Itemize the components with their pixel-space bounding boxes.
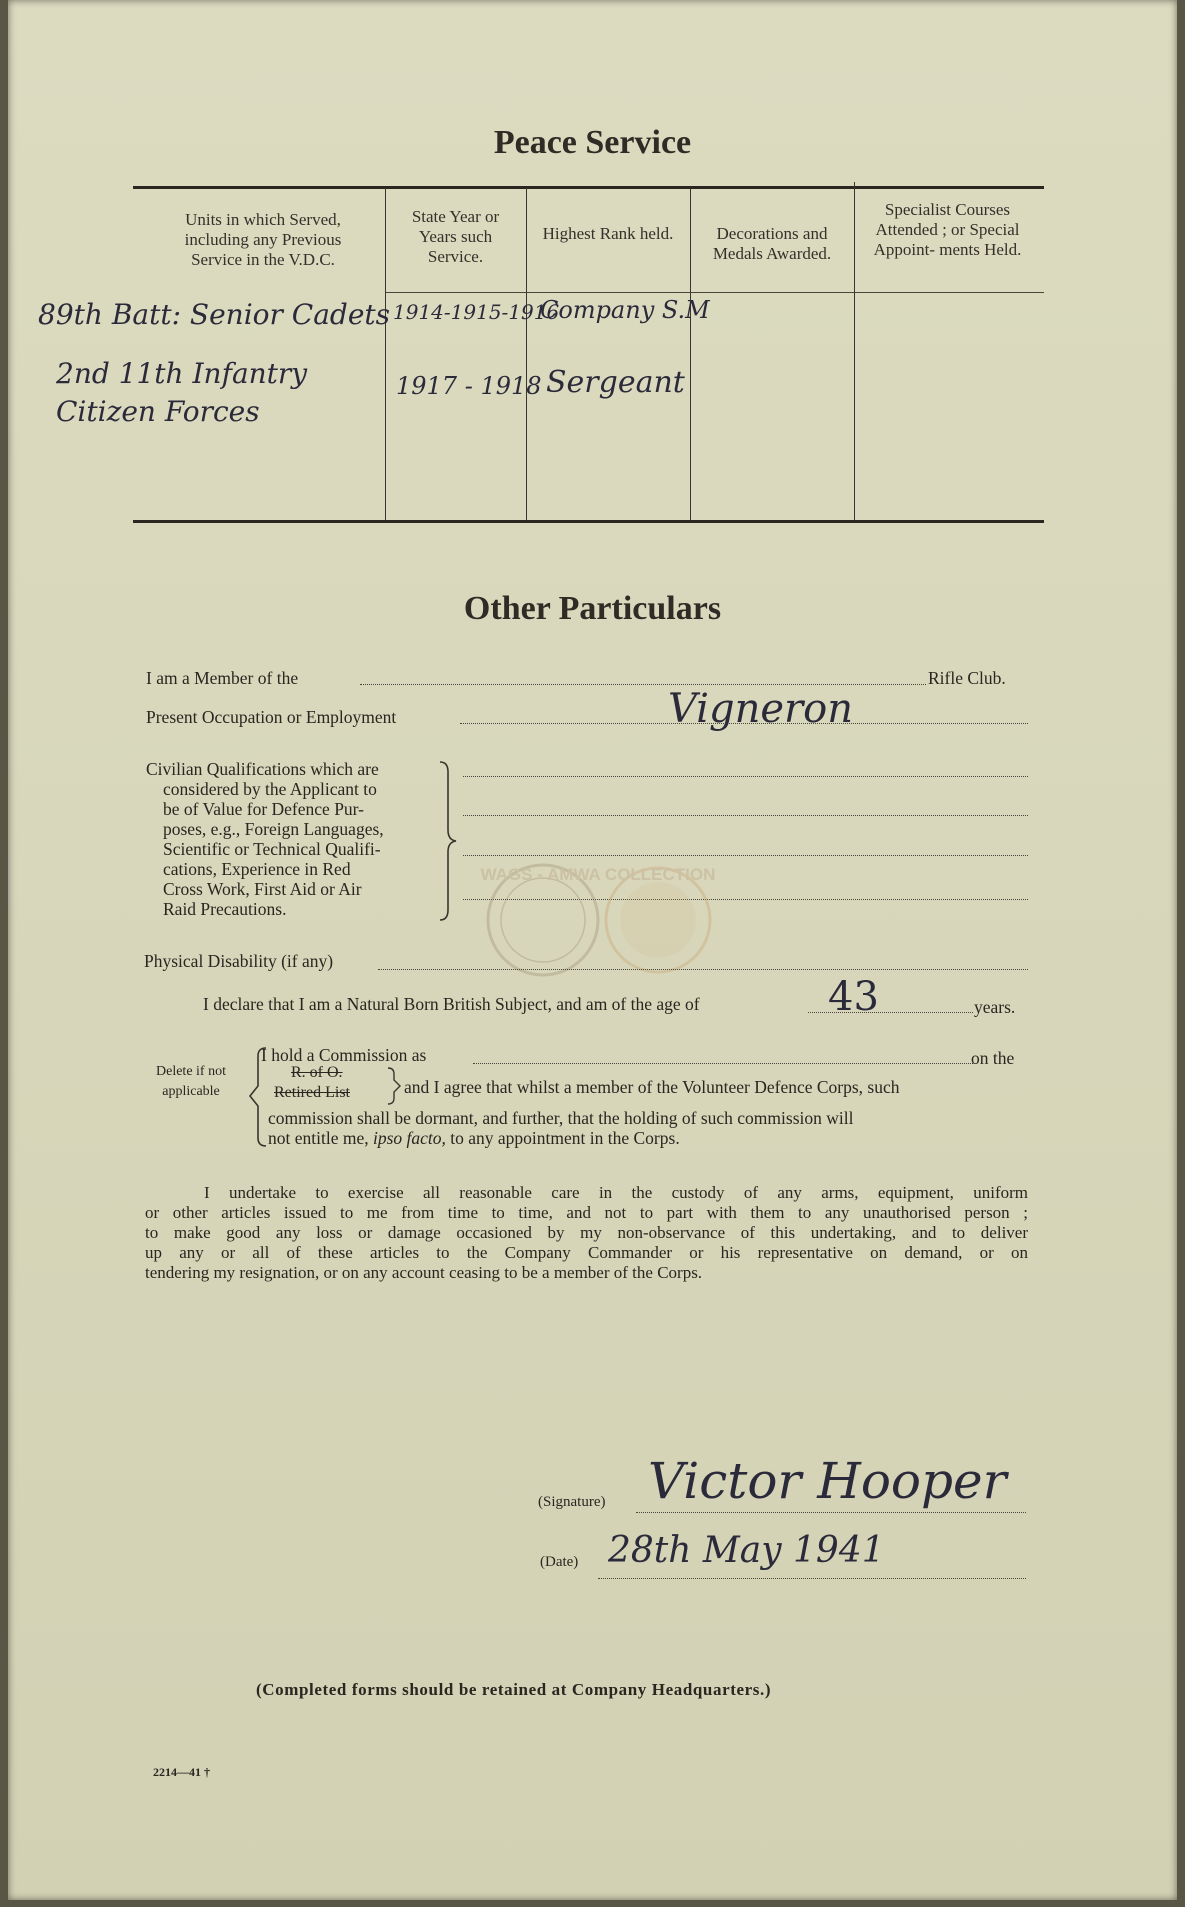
commission-line3: commission shall be dormant, and further, that the holding of such commission will — [268, 1108, 854, 1128]
column-header-rank: Highest Rank held. — [542, 224, 674, 243]
civilian-quals-field — [463, 815, 1028, 816]
column-header-units: Units in which Served, including any Previous Service in the V.D.C. — [184, 210, 342, 269]
commission-field — [473, 1063, 973, 1064]
commission-line1: I hold a Commission as — [261, 1045, 427, 1065]
civilian-quals-brace — [438, 760, 460, 922]
column-header-courses: Specialist Courses Attended ; or Special Appoint- ments Held. — [873, 200, 1022, 259]
peace-service-title: Peace Service — [493, 124, 692, 161]
civilian-quals-line: poses, e.g., Foreign Languages, — [163, 819, 384, 839]
form-code: 2214—41 † — [153, 1765, 210, 1779]
row2-years: 1917 - 1918 — [396, 372, 542, 400]
civilian-quals-line: Civilian Qualifications which are — [146, 759, 379, 779]
column-header-decorations: Decorations and Medals Awarded. — [712, 224, 832, 263]
delete-if-not-applicable: Delete if not applicable — [156, 1064, 226, 1099]
header-divider — [385, 292, 1044, 293]
retired-list-struck: Retired List — [274, 1084, 350, 1101]
disability-field — [378, 969, 1028, 970]
column-divider — [854, 182, 855, 520]
member-label: I am a Member of the — [146, 668, 299, 688]
signature-label: (Signature) — [538, 1494, 606, 1510]
date-field — [598, 1578, 1026, 1579]
rifle-club-suffix: Rifle Club. — [928, 668, 1006, 688]
civilian-quals-line: be of Value for Defence Pur- — [163, 799, 364, 819]
declare-suffix: years. — [974, 997, 1016, 1017]
rifle-club-field — [360, 684, 926, 685]
column-divider — [690, 188, 691, 520]
civilian-quals-field — [463, 776, 1028, 777]
civilian-quals-field — [463, 899, 1028, 900]
date-label: (Date) — [540, 1554, 579, 1570]
occupation-label: Present Occupation or Employment — [146, 707, 397, 727]
footer-note: (Completed forms should be retained at Company Headquarters.) — [256, 1680, 772, 1699]
civilian-quals-line: considered by the Applicant to — [163, 779, 377, 799]
column-divider — [385, 188, 386, 520]
undertaking-line: up any or all of these articles to the Company Commander or his representative on demand, or on — [145, 1243, 1028, 1262]
commission-line4 — [268, 1128, 680, 1149]
undertaking-line: to make good any loss or damage occasioned by my non-observance of this undertaking, and to deliver — [145, 1223, 1028, 1242]
civilian-quals-field — [463, 855, 1028, 856]
signature-value: Victor Hooper — [648, 1452, 1007, 1510]
declare-label: I declare that I am a Natural Born British Subject, and am of the age of — [203, 994, 700, 1014]
civilian-quals-line: cations, Experience in Red — [163, 859, 351, 879]
column-divider — [526, 188, 527, 520]
row1-years: 1914-1915-1916 — [393, 300, 560, 324]
occupation-value: Vigneron — [668, 686, 853, 732]
disability-label: Physical Disability (if any) — [144, 951, 334, 971]
commission-line2: and I agree that whilst a member of the Volunteer Defence Corps, such — [404, 1077, 900, 1097]
commission-line4-prefix: not entitle me, — [268, 1128, 369, 1148]
undertaking-line: or other articles issued to me from time to time, and not to part with them to any unauthorised person ; — [145, 1203, 1028, 1222]
signature-field — [636, 1512, 1026, 1513]
row1-unit: 89th Batt: Senior Cadets — [38, 298, 391, 331]
collection-watermark — [473, 850, 723, 980]
civilian-quals-line: Cross Work, First Aid or Air — [163, 879, 362, 899]
table-bottom-rule — [133, 520, 1044, 523]
r-of-o-struck: R. of O. — [291, 1064, 343, 1081]
commission-on-the: on the — [971, 1048, 1015, 1068]
row1-rank: Company S.M — [540, 296, 710, 324]
age-value: 43 — [828, 974, 879, 1020]
watermark-text: WAGS - AMWA COLLECTION — [480, 865, 716, 884]
table-top-rule — [133, 186, 1044, 189]
civilian-quals-line: Scientific or Technical Qualifi- — [163, 839, 381, 859]
retired-brace — [386, 1066, 404, 1106]
document-page — [8, 0, 1177, 1900]
row2-rank: Sergeant — [546, 365, 685, 400]
commission-line4-suffix: to any appointment in the Corps. — [450, 1128, 680, 1148]
column-header-years: State Year or Years such Service. — [411, 207, 500, 266]
undertaking-line: tendering my resignation, or on any account ceasing to be a member of the Corps. — [145, 1263, 703, 1282]
civilian-quals-line: Raid Precautions. — [163, 899, 287, 919]
row2-unit: 2nd 11th Infantry Citizen Forces — [56, 357, 308, 428]
other-particulars-title: Other Particulars — [463, 590, 722, 627]
ipso-facto: ipso facto, — [372, 1128, 446, 1148]
date-value: 28th May 1941 — [608, 1530, 885, 1571]
undertaking-line: I undertake to exercise all reasonable care in the custody of any arms, equipment, uniform — [204, 1183, 1028, 1202]
